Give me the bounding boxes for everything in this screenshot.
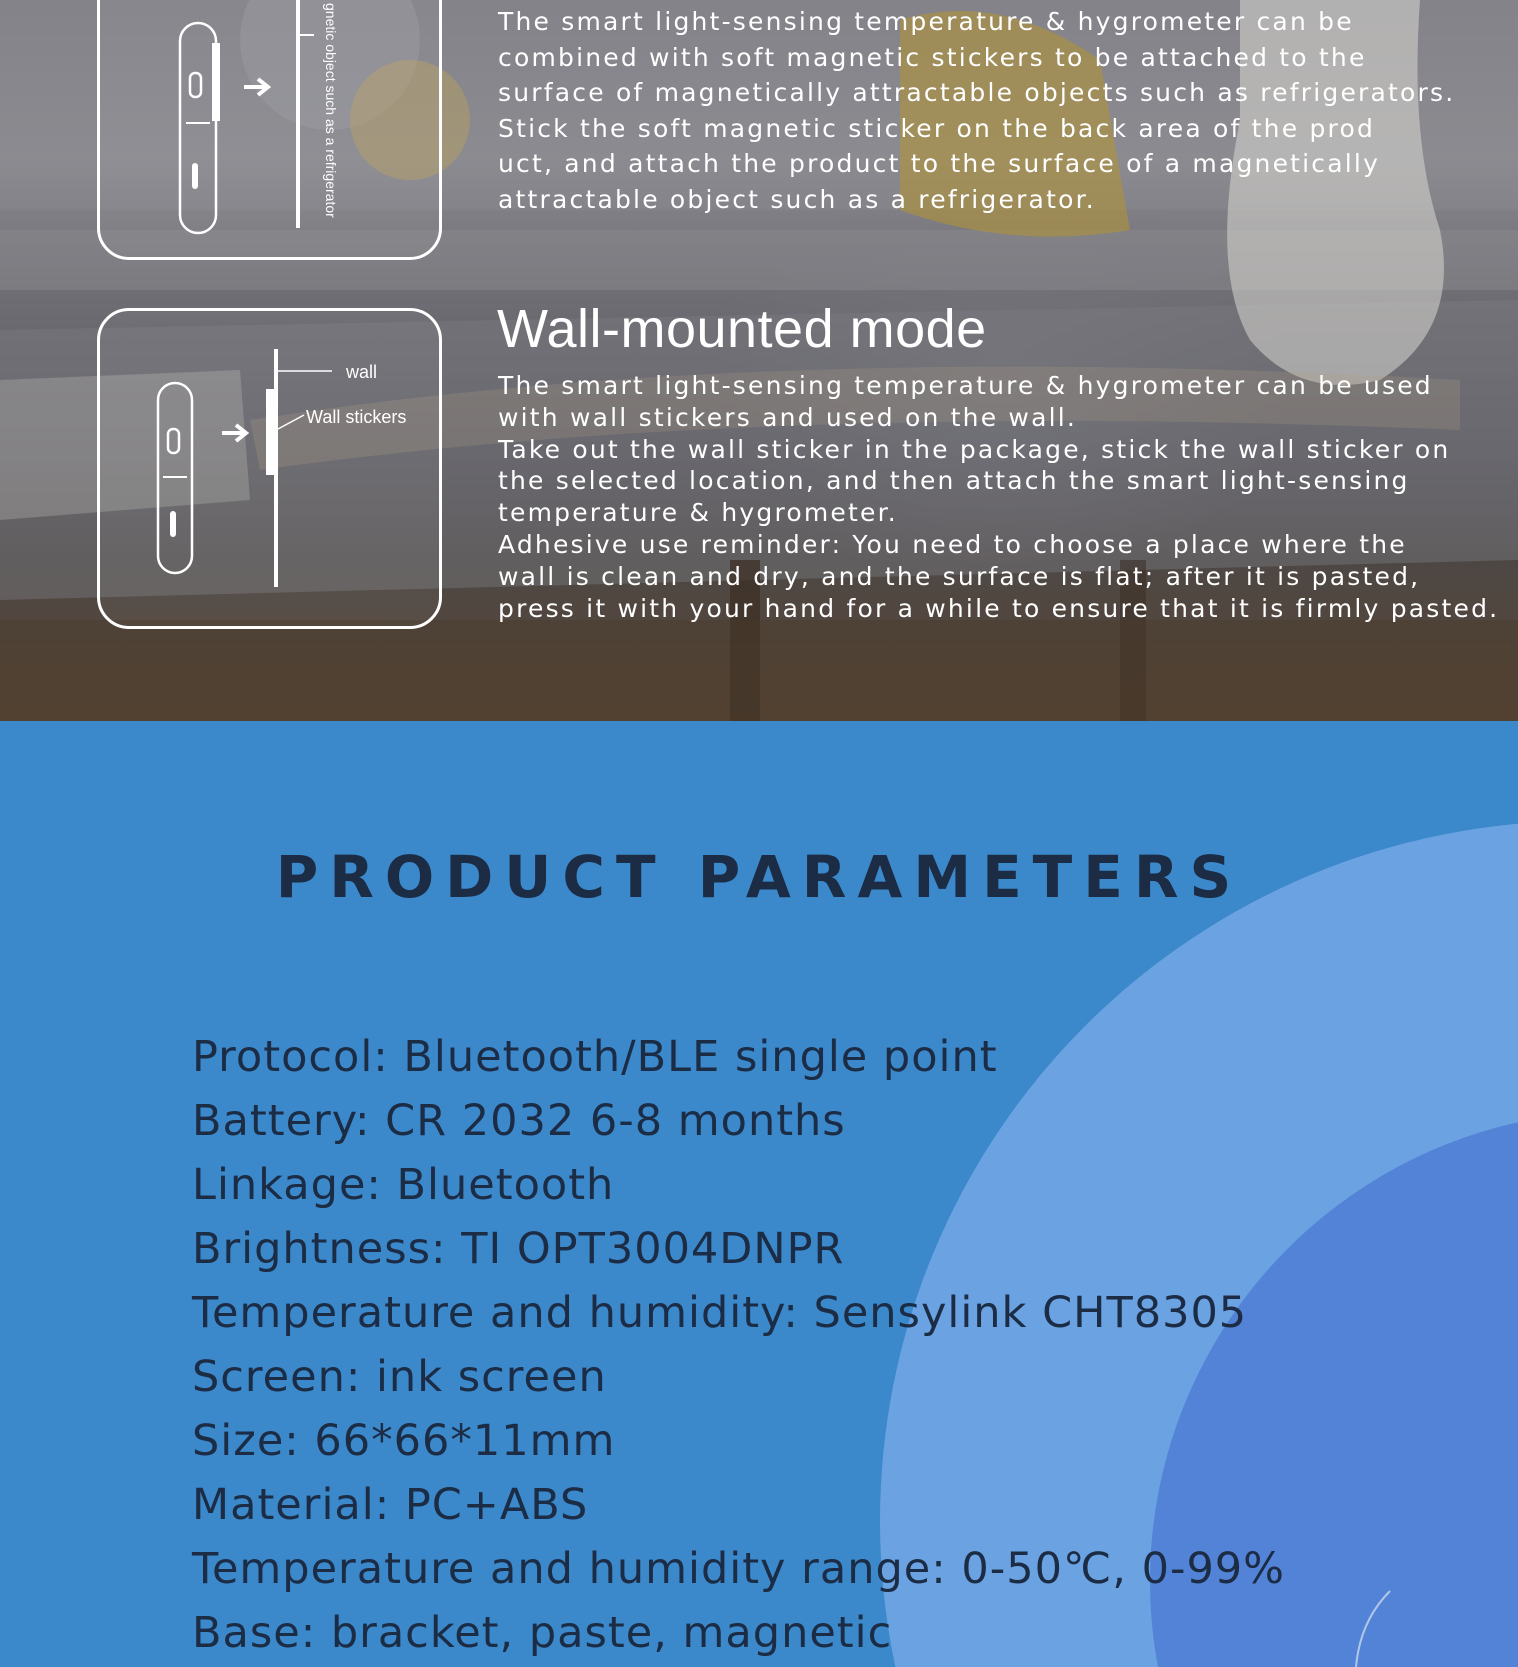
parameter-item: Temperature and humidity: Sensylink CHT8305: [192, 1288, 1248, 1338]
parameter-item: Protocol: Bluetooth/BLE single point: [192, 1032, 998, 1082]
magnetic-mount-diagram: [100, 0, 445, 263]
wall-mode-title: Wall-mounted mode: [497, 299, 987, 359]
wall-mode-description: The smart light-sensing temperature & hygrometer can be used with wall stickers and used on the wall. Take out the wall sticker in the package, stick the wall sticker on the selected location, and then attach the smart light-sensing temperature & hygrometer. Adhesive use reminder: You need to choose a place where the wall is clean and dry, and the surface is flat; after it is pasted, press it with your hand for a while to ensure that it is firmly pasted.: [498, 371, 1500, 623]
parameter-item: Temperature and humidity range: 0-50℃, 0-99%: [192, 1544, 1286, 1594]
parameter-item: Material: PC+ABS: [192, 1480, 589, 1530]
parameter-item: Screen: ink screen: [192, 1352, 607, 1402]
wall-mode-illustration: [97, 308, 442, 629]
product-parameters-section: [0, 721, 1518, 1667]
parameter-item: Brightness: TI OPT3004DNPR: [192, 1224, 845, 1274]
parameter-item: Size: 66*66*11mm: [192, 1416, 616, 1466]
wall-mount-diagram: [100, 311, 445, 632]
wall-label: wall: [346, 362, 378, 382]
magnetic-mode-description: The smart light-sensing temperature & hygrometer can be combined with soft magnetic stickers to be attached to the surface of magnetically attractable objects such as refrigerators. Stick the soft magnetic sticker on the back area of the prod uct, and attach the product to the surface of a magnetically attractable object such as a refrigerator.: [498, 7, 1456, 214]
wall-stickers-label: Wall stickers: [306, 407, 407, 427]
magnetic-mode-illustration: [97, 0, 442, 260]
parameter-item: Base: bracket, paste, magnetic: [192, 1608, 893, 1658]
usage-modes-section: [0, 0, 1518, 721]
parameters-list: [192, 1025, 1285, 1665]
parameters-title: PRODUCT PARAMETERS: [275, 843, 1243, 911]
magnetic-illustration-label: gnetic object such as a refrigerator: [323, 3, 339, 218]
parameter-item: Battery: CR 2032 6-8 months: [192, 1096, 846, 1146]
parameter-item: Linkage: Bluetooth: [192, 1160, 615, 1210]
